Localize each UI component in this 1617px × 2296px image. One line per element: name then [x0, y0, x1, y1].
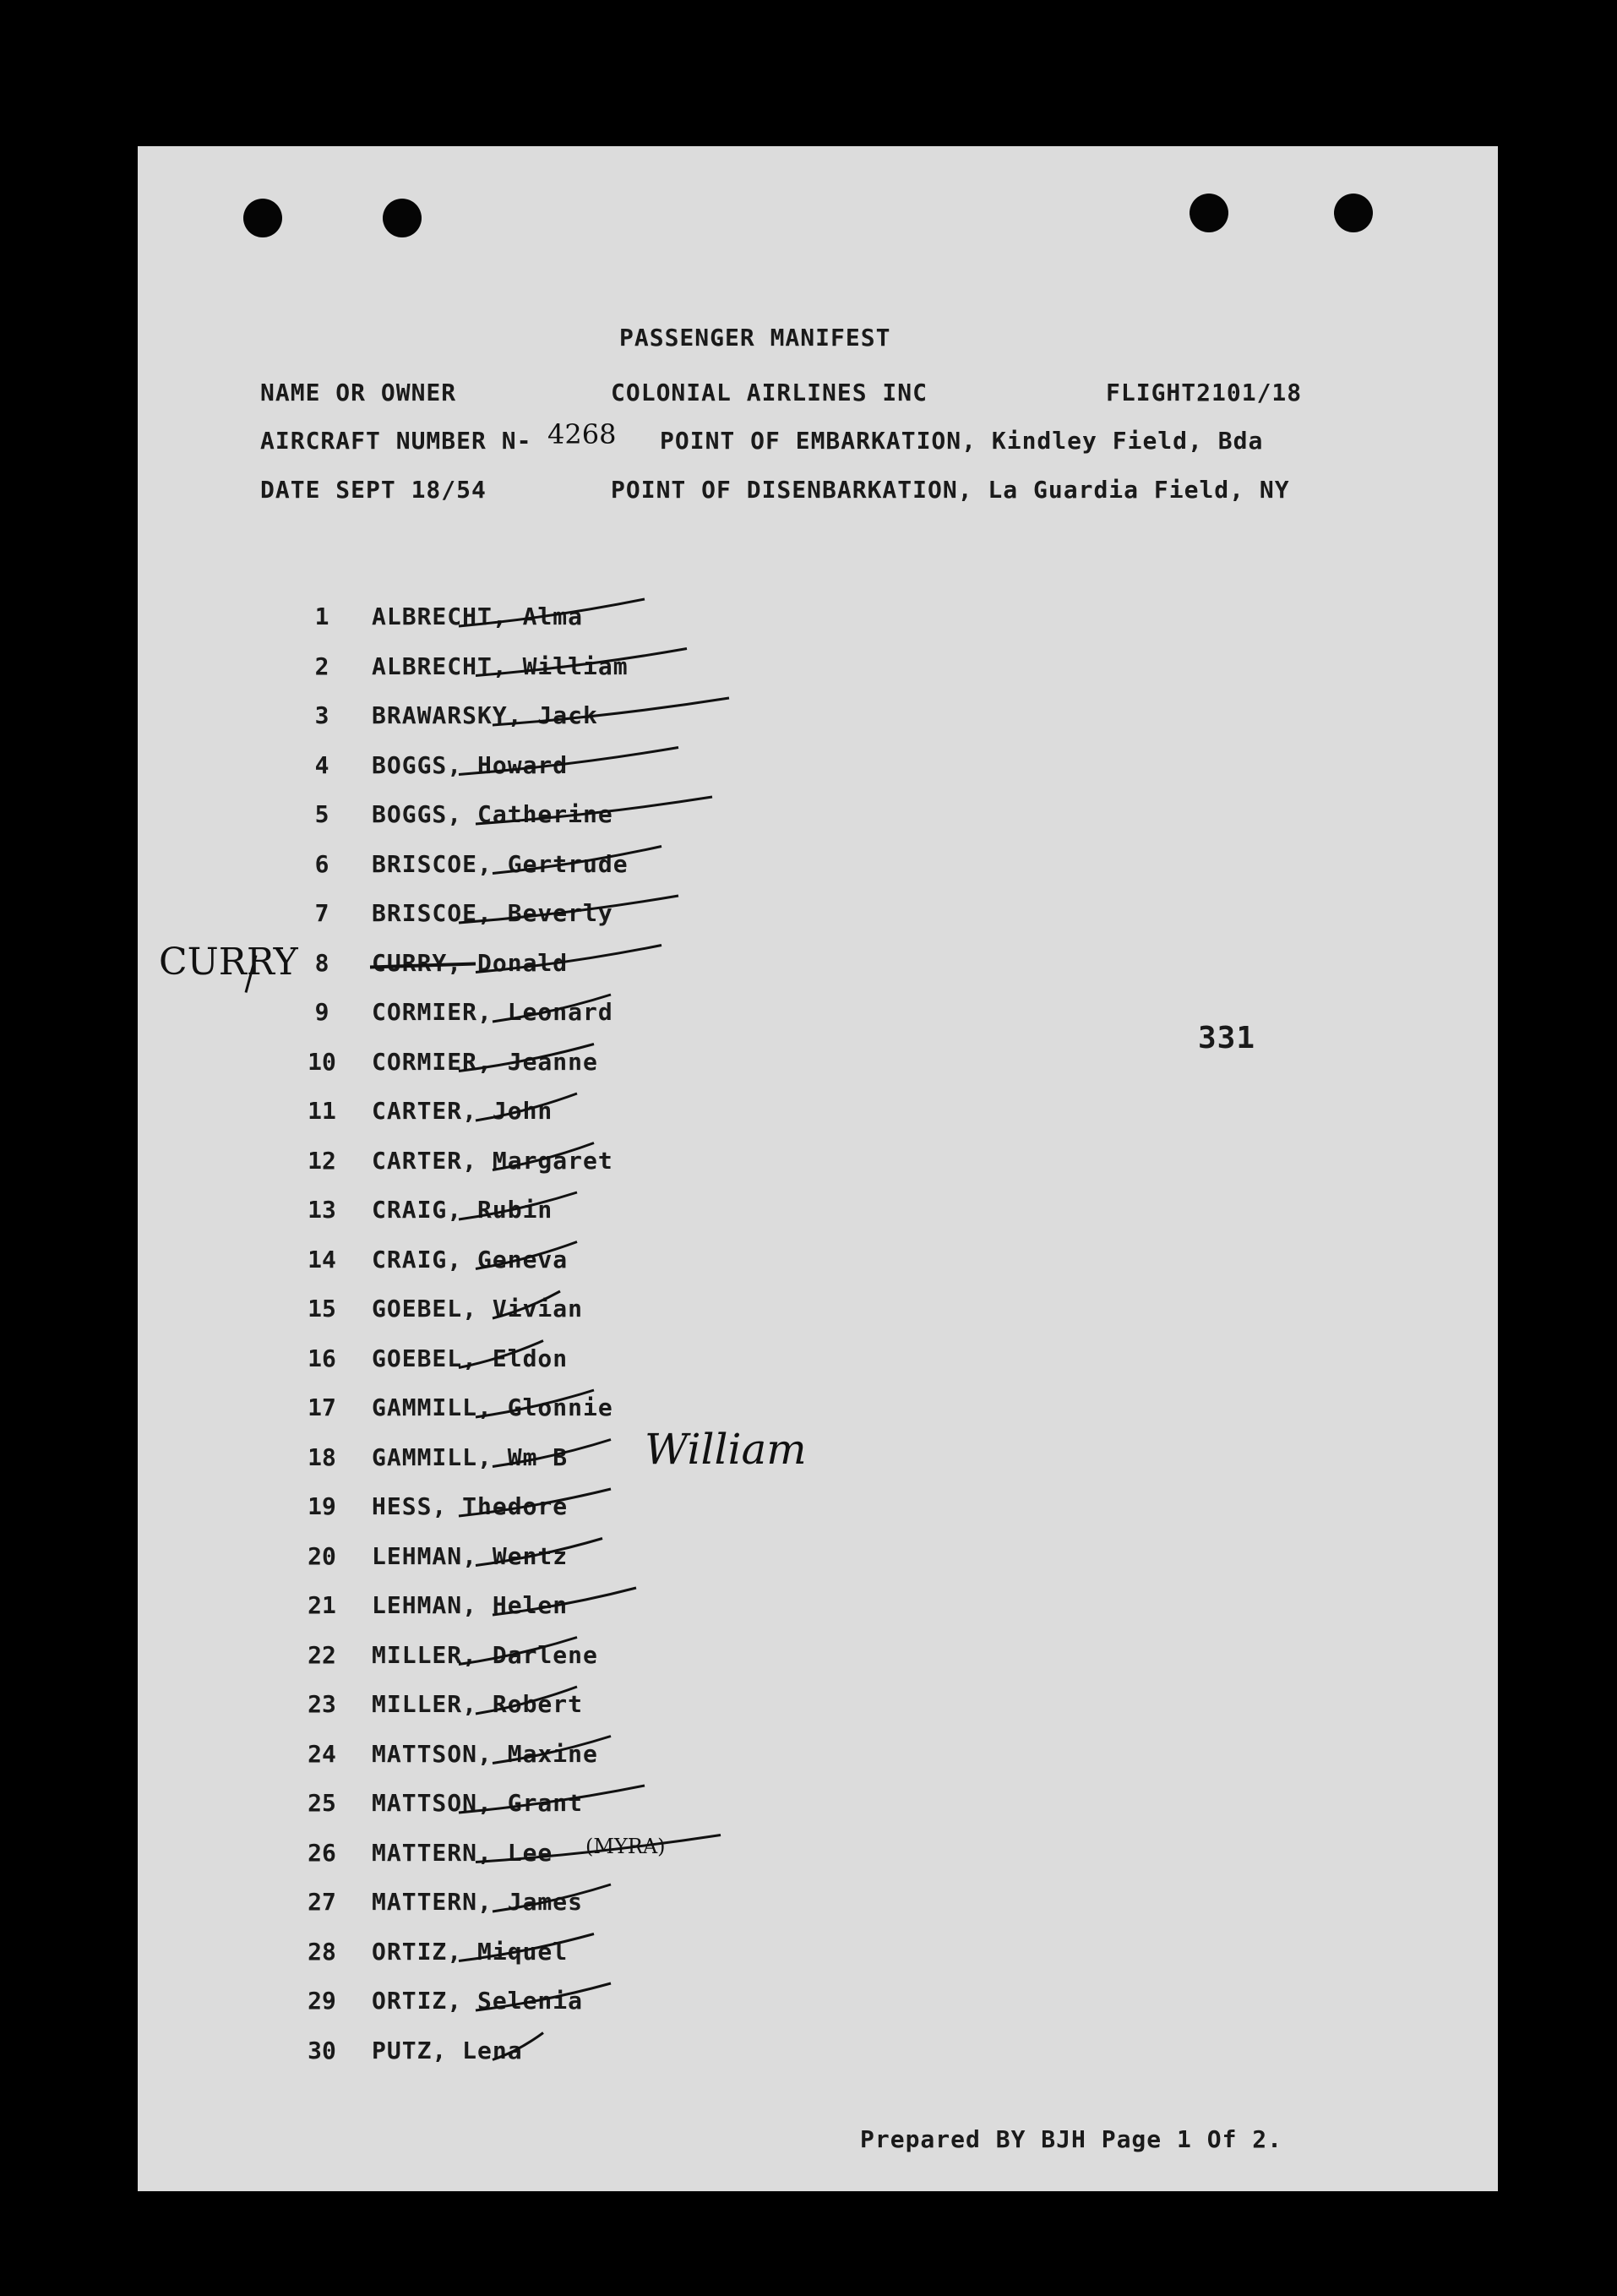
passenger-number: 7: [314, 899, 329, 927]
passenger-number: 16: [308, 1344, 336, 1372]
passenger-name: BRISCOE, Gertrude: [372, 849, 629, 878]
passenger-name: MATTSON, Grant: [372, 1789, 584, 1817]
check-off-stroke: [493, 995, 611, 1022]
page-title: PASSENGER MANIFEST: [619, 324, 891, 352]
passenger-name: ALBRECHT, Alma: [372, 603, 584, 630]
passenger-name: BOGGS, Howard: [372, 750, 569, 779]
passenger-number: 14: [308, 1245, 336, 1273]
check-off-stroke: [493, 1291, 560, 1318]
check-off-stroke: [459, 599, 645, 626]
passenger-number: 21: [308, 1591, 336, 1619]
margin-bracket: [246, 956, 256, 993]
check-off-stroke: [476, 1983, 611, 2010]
passenger-number: 5: [314, 800, 329, 828]
check-off-stroke: [476, 1093, 577, 1121]
check-off-stroke: [476, 1835, 721, 1862]
flight-number: FLIGHT2101/18: [1106, 379, 1303, 406]
passenger-name: LEHMAN, Helen: [372, 1591, 569, 1619]
check-off-stroke: [459, 748, 678, 775]
check-off-stroke: [459, 1192, 577, 1219]
passenger-number: 26: [308, 1838, 336, 1867]
passenger-number: 18: [308, 1442, 336, 1471]
check-off-stroke: [493, 1588, 636, 1615]
passenger-number: 23: [308, 1690, 336, 1718]
passenger-number: 8: [314, 948, 329, 977]
passenger-number: 28: [308, 1937, 336, 1966]
passenger-number: 15: [308, 1295, 336, 1323]
passenger-number: 29: [308, 1987, 336, 2015]
check-off-stroke: [459, 1489, 611, 1516]
passenger-name: MILLER, Robert: [372, 1690, 584, 1718]
passenger-number: 25: [308, 1789, 336, 1817]
check-off-stroke: [493, 1440, 611, 1467]
check-off-stroke: [459, 1341, 543, 1368]
passenger-name: LEHMAN, Wentz: [372, 1541, 569, 1570]
check-off-stroke: [476, 1687, 577, 1714]
disembarkation: POINT OF DISENBARKATION, La Guardia Field, NY: [611, 476, 1290, 504]
check-off-stroke: [476, 1390, 594, 1417]
passenger-name: HESS, Thedore: [372, 1492, 569, 1520]
passenger-number: 2: [314, 652, 329, 680]
passenger-number: 3: [314, 701, 329, 729]
check-off-stroke: [493, 1884, 611, 1912]
check-off-stroke: [493, 1143, 594, 1170]
flight-date: DATE SEPT 18/54: [260, 476, 487, 504]
passenger-number: 17: [308, 1393, 336, 1421]
check-off-stroke: [476, 797, 712, 824]
check-off-stroke: [476, 649, 687, 676]
page-number-stamp: 331: [1198, 1021, 1256, 1055]
check-off-stroke: [459, 896, 678, 923]
passenger-name: CURRY, Donald: [372, 948, 569, 977]
passenger-number: 4: [314, 750, 329, 779]
passenger-name: MATTERN, Lee: [372, 1838, 553, 1867]
passenger-name: MILLER, Darlene: [372, 1640, 598, 1669]
passenger-name: CARTER, Margaret: [372, 1146, 613, 1175]
passenger-number: 24: [308, 1739, 336, 1768]
passenger-number: 27: [308, 1888, 336, 1916]
check-off-stroke: [493, 1737, 611, 1764]
passenger-number: 6: [314, 849, 329, 878]
passenger-name: CORMIER, Jeanne: [372, 1047, 598, 1076]
passenger-name: ORTIZ, Selenia: [372, 1987, 584, 2015]
passenger-number: 19: [308, 1492, 336, 1520]
passenger-number: 9: [314, 998, 329, 1026]
row26-note: (MYRA): [585, 1835, 666, 1858]
check-off-stroke: [459, 1044, 594, 1072]
passenger-name: MATTERN, James: [372, 1888, 584, 1916]
check-off-stroke: [459, 1638, 577, 1665]
passenger-name: BRAWARSKY, Jack: [372, 701, 598, 729]
owner-label: NAME OR OWNER: [260, 379, 457, 406]
aircraft-number: 4268: [547, 418, 617, 450]
check-off-stroke: [459, 1934, 594, 1961]
passenger-name: GOEBEL, Vivian: [372, 1295, 584, 1323]
passenger-number: 30: [308, 2036, 336, 2064]
embarkation: POINT OF EMBARKATION, Kindley Field, Bda: [660, 427, 1264, 455]
margin-note: CURRY: [159, 941, 298, 984]
passenger-number: 1: [314, 603, 329, 630]
passenger-name: GAMMILL, Wm B: [372, 1442, 569, 1471]
check-off-stroke: [493, 847, 662, 874]
footer-prepared-by: Prepared BY BJH Page 1 Of 2.: [860, 2125, 1283, 2153]
passenger-name: ALBRECHT, William: [372, 652, 629, 680]
passenger-name: CRAIG, Rubin: [372, 1196, 553, 1224]
passenger-number: 12: [308, 1146, 336, 1175]
passenger-name: CARTER, John: [372, 1097, 553, 1125]
passenger-name: CRAIG, Geneva: [372, 1245, 569, 1273]
owner-value: COLONIAL AIRLINES INC: [611, 379, 928, 406]
row18-correction: William: [645, 1425, 807, 1474]
passenger-name: BOGGS, Catherine: [372, 800, 613, 828]
passenger-name: ORTIZ, Miquel: [372, 1937, 569, 1966]
aircraft-label: AIRCRAFT NUMBER N-: [260, 427, 532, 455]
pen-strokes: [138, 146, 1498, 2191]
passenger-number: 10: [308, 1047, 336, 1076]
passenger-number: 20: [308, 1541, 336, 1570]
check-off-stroke: [493, 2033, 543, 2060]
check-off-stroke: [476, 946, 662, 973]
passenger-number: 22: [308, 1640, 336, 1669]
check-off-stroke: [459, 1786, 645, 1813]
passenger-name: GOEBEL, Eldon: [372, 1344, 569, 1372]
passenger-name: BRISCOE, Beverly: [372, 899, 613, 927]
passenger-name: CORMIER, Leonard: [372, 998, 613, 1026]
passenger-name: GAMMILL, Glonnie: [372, 1393, 613, 1421]
passenger-number: 11: [308, 1097, 336, 1125]
check-off-stroke: [493, 698, 729, 725]
passenger-name: MATTSON, Maxine: [372, 1739, 598, 1768]
check-off-stroke: [476, 1242, 577, 1269]
manifest-page: [138, 146, 1498, 2191]
strike-through: [370, 964, 476, 968]
passenger-name: PUTZ, Lena: [372, 2036, 523, 2064]
passenger-number: 13: [308, 1196, 336, 1224]
check-off-stroke: [476, 1539, 602, 1566]
